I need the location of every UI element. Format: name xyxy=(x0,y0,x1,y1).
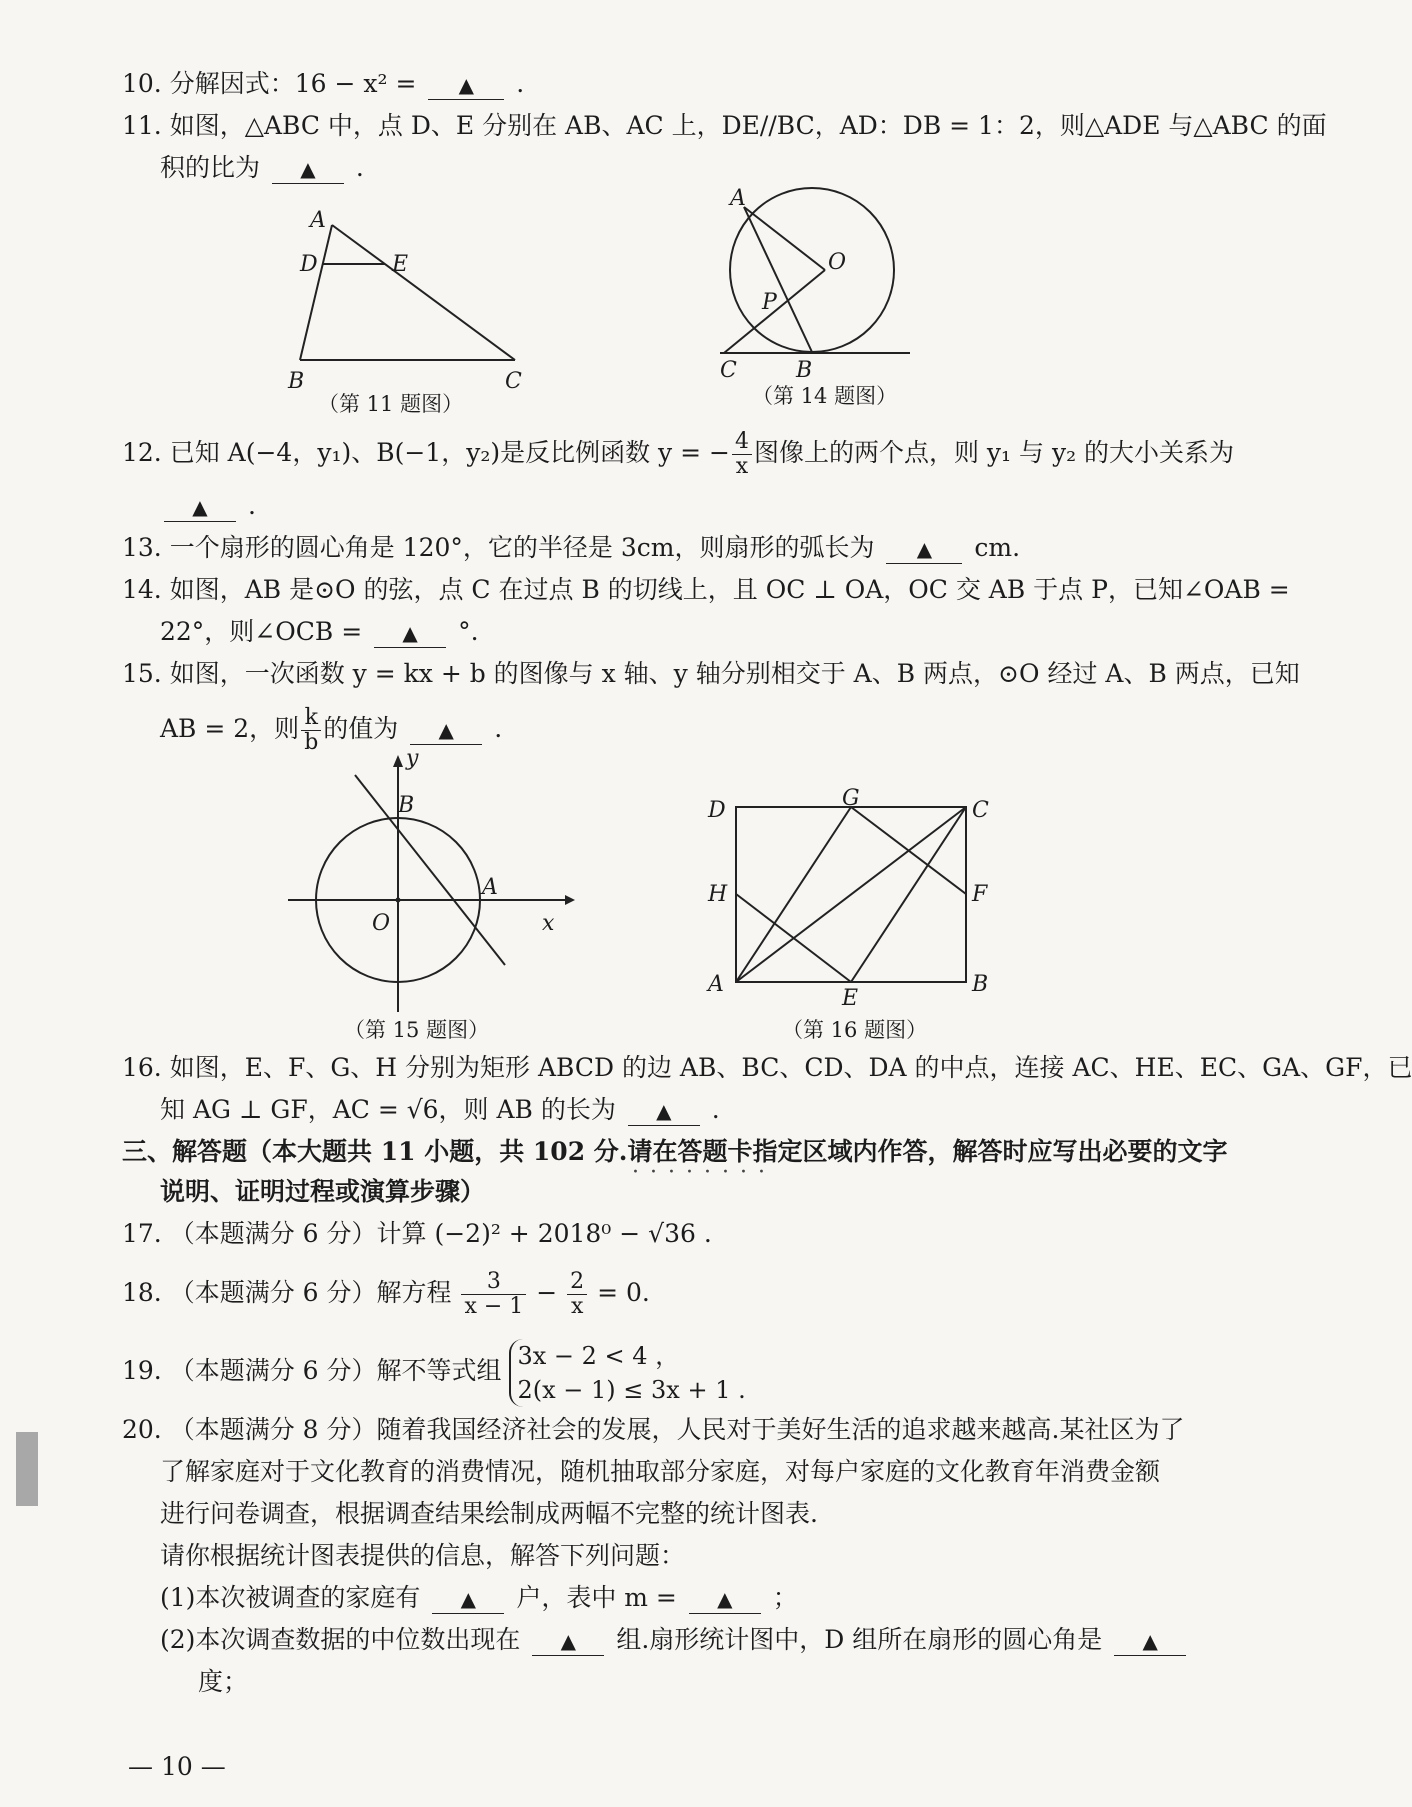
question-20-line2: 了解家庭对于文化教育的消费情况，随机抽取部分家庭，对每户家庭的文化教育年消费金额 xyxy=(160,1457,1161,1486)
emphasis-dots: ········ xyxy=(632,1160,776,1185)
fraction: $\frac{2}{x}$ xyxy=(567,1270,587,1319)
question-15-line2: AB = 2，则 $\frac{k}{b}$ 的值为 ▲ . xyxy=(160,705,503,755)
answer-blank xyxy=(532,1626,604,1656)
triangle-icon: ▲ xyxy=(300,157,316,181)
question-number: 15. xyxy=(122,659,162,688)
triangle-icon: ▲ xyxy=(656,1099,672,1123)
question-20-sub2-line2: 度； xyxy=(198,1667,249,1696)
question-number: 18. xyxy=(122,1278,162,1307)
figure-14-caption: （第 14 题图） xyxy=(752,384,898,408)
label-O: O xyxy=(828,250,847,275)
question-text: 如图，△ABC 中，点 D、E 分别在 AB、AC 上，DE//BC，AD：DB = 1：2，则△ADE 与△ABC 的面 xyxy=(169,111,1327,140)
question-12: 12. 已知 A(−4，y₁)、B(−1，y₂)是反比例函数 y = − $\frac{4}{x}$ 图像上的两个点，则 y₁ 与 y₂ 的大小关系为 xyxy=(122,429,1235,479)
label-A: A xyxy=(310,208,326,233)
answer-blank xyxy=(374,618,446,648)
label-B: B xyxy=(972,972,989,997)
triangle-icon: ▲ xyxy=(560,1629,577,1653)
question-13: 13. 一个扇形的圆心角是 120°，它的半径是 3cm，则扇形的弧长为 ▲ cm. xyxy=(122,533,1021,562)
answer-blank xyxy=(410,715,482,745)
question-20-line4: 请你根据统计图表提供的信息，解答下列问题： xyxy=(160,1541,686,1570)
answer-blank xyxy=(428,70,504,100)
question-16-line2: 知 AG ⊥ GF，AC = √6，则 AB 的长为 ▲ . xyxy=(160,1095,720,1124)
question-number: 12. xyxy=(122,438,162,467)
question-10: 10. 分解因式：16 − x² = ▲ . xyxy=(122,69,525,98)
question-11-line2: 积的比为 ▲ . xyxy=(160,153,364,182)
section-heading-line2: 说明、证明过程或演算步骤） xyxy=(160,1177,486,1206)
section-heading: 三、解答题（本大题共 11 小题，共 102 分.请在答题卡指定区域内作答，解答时应写出必要的文字 xyxy=(122,1137,1228,1166)
question-number: 17. xyxy=(122,1219,162,1248)
question-20-sub1: (1)本次被调查的家庭有 ▲ 户，表中 m = ▲ ； xyxy=(160,1583,798,1612)
question-number: 13. xyxy=(122,533,162,562)
inequality-system: 3x − 2 < 4 ， 2(x − 1) ≤ 3x + 1 . xyxy=(509,1339,745,1407)
label-H: H xyxy=(708,882,728,907)
triangle-icon: ▲ xyxy=(460,1587,477,1611)
fraction: $\frac{3}{x - 1}$ xyxy=(461,1270,526,1319)
label-D: D xyxy=(300,252,318,277)
label-F: F xyxy=(972,882,988,907)
triangle-icon: ▲ xyxy=(916,537,933,561)
question-18: 18. （本题满分 6 分）解方程 $\frac{3}{x - 1}$ − $\frac{2}{x}$ = 0. xyxy=(122,1269,650,1319)
label-P: P xyxy=(762,290,777,315)
figure-11 xyxy=(280,205,540,395)
question-14: 14. 如图，AB 是⊙O 的弦，点 C 在过点 B 的切线上，且 OC ⊥ OA，OC 交 AB 于点 P，已知∠OAB = xyxy=(122,575,1290,604)
triangle-icon: ▲ xyxy=(458,73,475,97)
label-D: D xyxy=(708,798,726,823)
question-number: 14. xyxy=(122,575,162,604)
question-text: 分解因式：16 − x² = xyxy=(169,69,417,98)
question-20-line3: 进行问卷调查，根据调查结果绘制成两幅不完整的统计图表. xyxy=(160,1499,818,1528)
answer-blank xyxy=(886,534,962,564)
fraction: $\frac{4}{x}$ xyxy=(732,430,752,479)
figure-15 xyxy=(280,746,580,1020)
label-E: E xyxy=(842,986,859,1011)
question-19: 19. （本题满分 6 分）解不等式组 3x − 2 < 4 ， 2(x − 1) ≤ 3x + 1 . xyxy=(122,1336,746,1407)
question-16: 16. 如图，E、F、G、H 分别为矩形 ABCD 的边 AB、BC、CD、DA 的中点，连接 AC、HE、EC、GA、GF，已 xyxy=(122,1053,1412,1082)
triangle-icon: ▲ xyxy=(402,621,418,645)
triangle-icon: ▲ xyxy=(1142,1629,1158,1653)
answer-blank xyxy=(689,1584,761,1614)
triangle-icon: ▲ xyxy=(438,718,454,742)
answer-blank xyxy=(272,154,344,184)
label-G: G xyxy=(842,786,860,811)
answer-blank xyxy=(432,1584,504,1614)
label-C: C xyxy=(505,369,522,394)
label-y: y xyxy=(406,746,419,771)
question-15: 15. 如图，一次函数 y = kx + b 的图像与 x 轴、y 轴分别相交于 A、B 两点，⊙O 经过 A、B 两点，已知 xyxy=(122,659,1300,688)
question-number: 10. xyxy=(122,69,162,98)
triangle-icon: ▲ xyxy=(717,1587,733,1611)
label-B: B xyxy=(288,369,305,394)
figure-15-caption: （第 15 题图） xyxy=(344,1018,490,1042)
question-number: 19. xyxy=(122,1356,162,1385)
question-14-line2: 22°，则∠OCB = ▲ °. xyxy=(160,617,479,646)
question-12-line2: ▲ . xyxy=(160,490,256,522)
page-number: — 10 — xyxy=(128,1752,226,1781)
label-B: B xyxy=(796,358,813,383)
figure-11-caption: （第 11 题图） xyxy=(318,392,464,416)
figure-14 xyxy=(700,185,930,390)
figure-16-caption: （第 16 题图） xyxy=(782,1018,928,1042)
fraction: $\frac{k}{b}$ xyxy=(301,706,321,755)
answer-blank xyxy=(628,1096,700,1126)
question-20-sub2: (2)本次调查数据的中位数出现在 ▲ 组.扇形统计图中，D 组所在扇形的圆心角是 ▲ xyxy=(160,1624,1190,1656)
label-C: C xyxy=(972,798,989,823)
label-O: O xyxy=(372,911,391,936)
question-number: 16. xyxy=(122,1053,162,1082)
triangle-icon: ▲ xyxy=(192,495,208,519)
label-E: E xyxy=(392,252,409,277)
figure-16 xyxy=(700,786,1000,1015)
answer-blank xyxy=(1114,1626,1186,1656)
scan-edge-mark xyxy=(16,1432,38,1506)
question-20: 20. （本题满分 8 分）随着我国经济社会的发展，人民对于美好生活的追求越来越高.某社区为了 xyxy=(122,1415,1185,1444)
label-A: A xyxy=(730,186,746,211)
question-number: 20. xyxy=(122,1415,162,1444)
answer-blank xyxy=(164,492,236,522)
label-x: x xyxy=(542,911,555,936)
label-A: A xyxy=(708,972,724,997)
question-17: 17. （本题满分 6 分）计算 (−2)² + 2018⁰ − √36 . xyxy=(122,1219,712,1248)
label-B: B xyxy=(398,793,415,818)
question-11 xyxy=(122,110,1327,142)
question-number: 11. xyxy=(122,111,162,140)
label-C: C xyxy=(720,358,737,383)
label-A: A xyxy=(482,875,498,900)
